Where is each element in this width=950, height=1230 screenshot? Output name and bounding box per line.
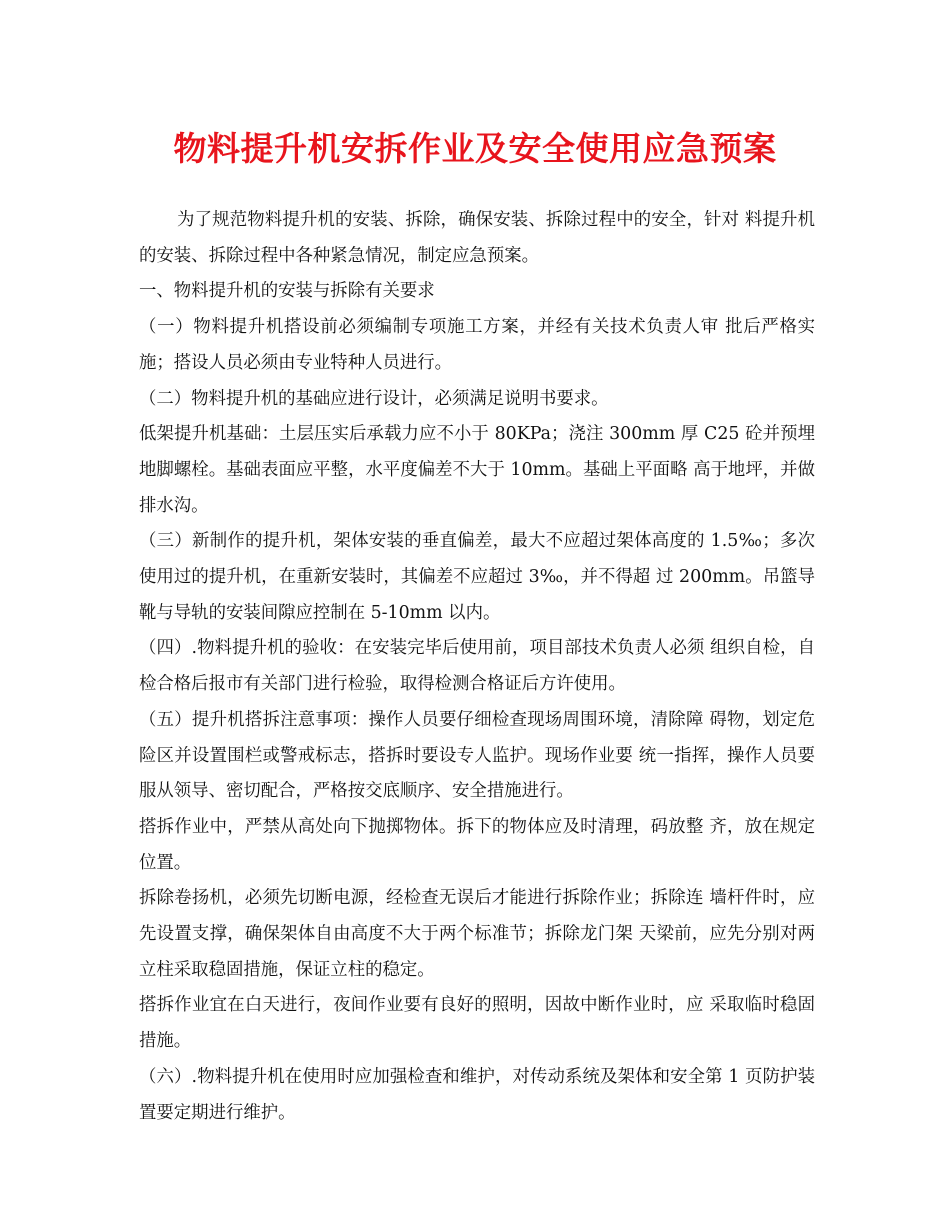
section-heading: 一、物料提升机的安装与拆除有关要求 bbox=[139, 281, 435, 302]
document-body bbox=[139, 203, 815, 1131]
paragraph-dismantle-3: 搭拆作业宜在白天进行，夜间作业要有良好的照明，因故中断作业时，应 采取临时稳固措施。 bbox=[139, 995, 815, 1052]
intro-paragraph: 为了规范物料提升机的安装、拆除，确保安装、拆除过程中的安全，针对 料提升机的安装、拆除过程中各种紧急情况，制定应急预案。 bbox=[139, 210, 815, 266]
paragraph-item-1: （一）物料提升机搭设前必须编制专项施工方案，并经有关技术负责人审 批后严格实施；搭设人员必须由专业特种人员进行。 bbox=[139, 317, 815, 373]
paragraph-foundation: 低架提升机基础：土层压实后承载力应不小于 80KPa；浇注 300mm 厚 C25 砼并预埋地脚螺栓。基础表面应平整，水平度偏差不大于 10mm。基础上平面略 高于地坪，并做排水沟。 bbox=[139, 424, 815, 516]
paragraph-item-6: （六）.物料提升机在使用时应加强检查和维护，对传动系统及架体和安全第 1 页防护装置要定期进行维护。 bbox=[139, 1066, 815, 1123]
document-title: 物料提升机安拆作业及安全使用应急预案 bbox=[173, 129, 777, 168]
paragraph-item-3: （三）新制作的提升机，架体安装的垂直偏差，最大不应超过架体高度的 1.5‰；多次使用过的提升机，在重新安装时，其偏差不应超过 3‰，并不得超 过 200mm。吊篮导靴与导轨的安装间隙应控制在 5-10mm 以内。 bbox=[139, 531, 815, 623]
paragraph-dismantle-2: 拆除卷扬机，必须先切断电源，经检查无误后才能进行拆除作业；拆除连 墙杆件时，应先设置支撑，确保架体自由高度不大于两个标准节；拆除龙门架 天梁前，应先分别对两立柱采取稳固措施，保证立柱的稳定。 bbox=[139, 888, 815, 980]
paragraph-dismantle-1: 搭拆作业中，严禁从高处向下抛掷物体。拆下的物体应及时清理，码放整 齐，放在规定位置。 bbox=[139, 816, 815, 873]
paragraph-item-2: （二）物料提升机的基础应进行设计，必须满足说明书要求。 bbox=[139, 388, 609, 409]
paragraph-item-5: （五）提升机搭拆注意事项：操作人员要仔细检查现场周围环境，清除障 碍物，划定危险区并设置围栏或警戒标志，搭拆时要设专人监护。现场作业要 统一指挥，操作人员要服从领导、密切配合，严格按交底顺序、安全措施进行。 bbox=[139, 709, 815, 802]
paragraph-item-4: （四）.物料提升机的验收：在安装完毕后使用前，项目部技术负责人必须 组织自检，自检合格后报市有关部门进行检验，取得检测合格证后方许使用。 bbox=[139, 638, 815, 695]
